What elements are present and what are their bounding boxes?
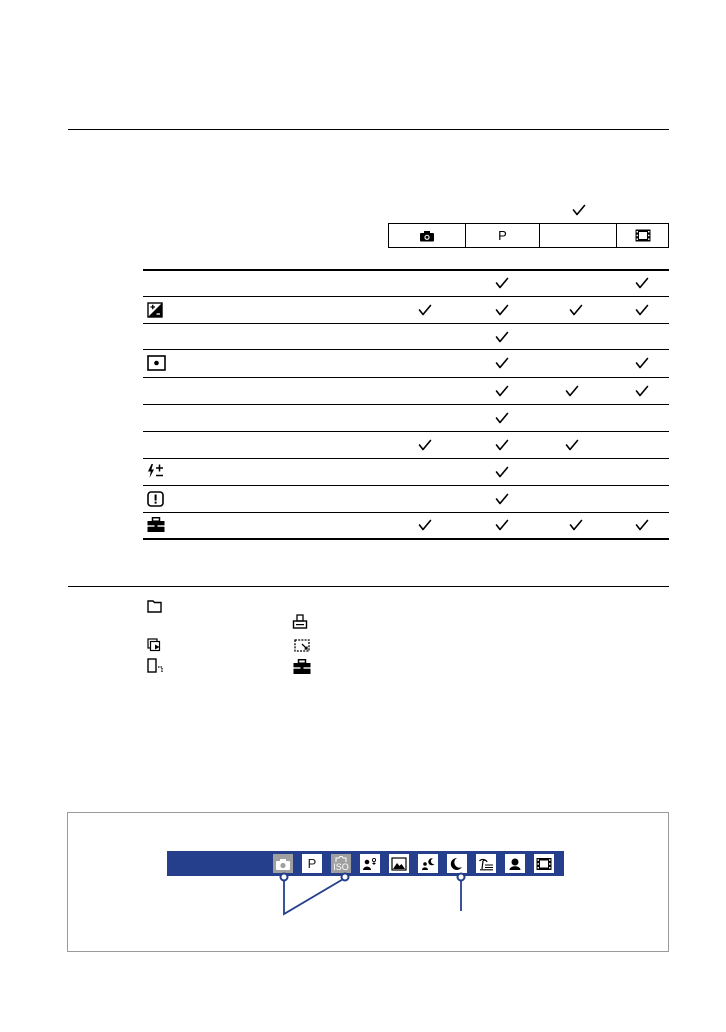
note-box <box>67 812 669 952</box>
print-icon <box>292 614 310 630</box>
section-divider-menu <box>68 586 669 587</box>
slideshow-icon <box>147 638 165 654</box>
mode-program <box>302 854 322 873</box>
checkmark-icon <box>635 385 649 397</box>
setup-toolbox-icon <box>293 659 311 675</box>
checkmark-icon <box>418 519 432 531</box>
mode-high-sensitivity <box>331 854 351 873</box>
mode-beach <box>476 854 496 873</box>
checkmark-icon <box>495 412 509 424</box>
table-row-divider <box>143 349 669 350</box>
red-eye-icon <box>147 491 167 507</box>
table-row-divider <box>143 458 669 459</box>
column-header-program <box>466 224 539 247</box>
checkmark-icon <box>495 466 509 478</box>
movie-icon <box>536 857 552 871</box>
table-row-divider <box>143 404 669 405</box>
checkmark-icon <box>495 493 509 505</box>
program-label: P <box>498 228 507 243</box>
table-row-divider <box>143 485 669 486</box>
iso-label: ISO <box>333 861 349 872</box>
camera-icon <box>419 230 435 242</box>
setup-toolbox-icon <box>147 517 167 533</box>
soft-snap-icon <box>507 857 523 871</box>
mode-twilight-portrait <box>418 854 438 873</box>
checkmark-icon <box>495 304 509 316</box>
mode-landscape <box>389 854 409 873</box>
metering-spot-icon <box>147 355 167 371</box>
checkmark-icon <box>635 357 649 369</box>
beach-icon <box>478 857 494 871</box>
exposure-icon <box>147 302 167 318</box>
table-row-divider <box>143 377 669 378</box>
checkmark-icon <box>635 519 649 531</box>
twilight-portrait-icon <box>420 857 436 871</box>
checkmark-icon <box>572 204 586 216</box>
checkmark-icon <box>565 439 579 451</box>
rotate-icon <box>147 658 165 674</box>
column-header-scene <box>540 224 616 247</box>
iso-icon <box>333 856 349 872</box>
column-header-auto <box>389 224 465 247</box>
mode-soft-snap <box>505 854 525 873</box>
checkmark-icon <box>565 385 579 397</box>
table-row-divider <box>143 431 669 432</box>
program-label: P <box>307 856 317 871</box>
checkmark-icon <box>495 519 509 531</box>
twilight-icon <box>449 857 465 871</box>
mode-auto <box>273 854 293 873</box>
section-divider-top <box>68 129 669 130</box>
mode-selector-bar <box>167 851 564 876</box>
camera-outline-icon <box>335 856 347 862</box>
mode-twilight <box>447 854 467 873</box>
checkmark-icon <box>495 331 509 343</box>
landscape-icon <box>391 857 407 871</box>
checkmark-icon <box>635 304 649 316</box>
checkmark-icon <box>418 439 432 451</box>
table-row-divider <box>143 512 669 513</box>
flash-level-icon <box>147 463 167 479</box>
table-row-divider <box>143 269 669 271</box>
column-header-movie <box>617 224 668 247</box>
checkmark-icon <box>569 304 583 316</box>
resize-icon <box>294 638 312 654</box>
folder-icon <box>147 598 165 614</box>
table-row-divider <box>143 538 669 540</box>
checkmark-icon <box>569 519 583 531</box>
camera-icon <box>275 857 291 871</box>
checkmark-icon <box>495 439 509 451</box>
movie-icon <box>635 229 651 242</box>
checkmark-icon <box>635 277 649 289</box>
checkmark-icon <box>495 357 509 369</box>
checkmark-icon <box>418 304 432 316</box>
mode-portrait <box>360 854 380 873</box>
portrait-icon <box>362 857 378 871</box>
checkmark-icon <box>495 277 509 289</box>
table-row-divider <box>143 323 669 324</box>
checkmark-icon <box>495 385 509 397</box>
table-row-divider <box>143 296 669 297</box>
table-header <box>388 223 669 248</box>
mode-movie <box>534 854 554 873</box>
